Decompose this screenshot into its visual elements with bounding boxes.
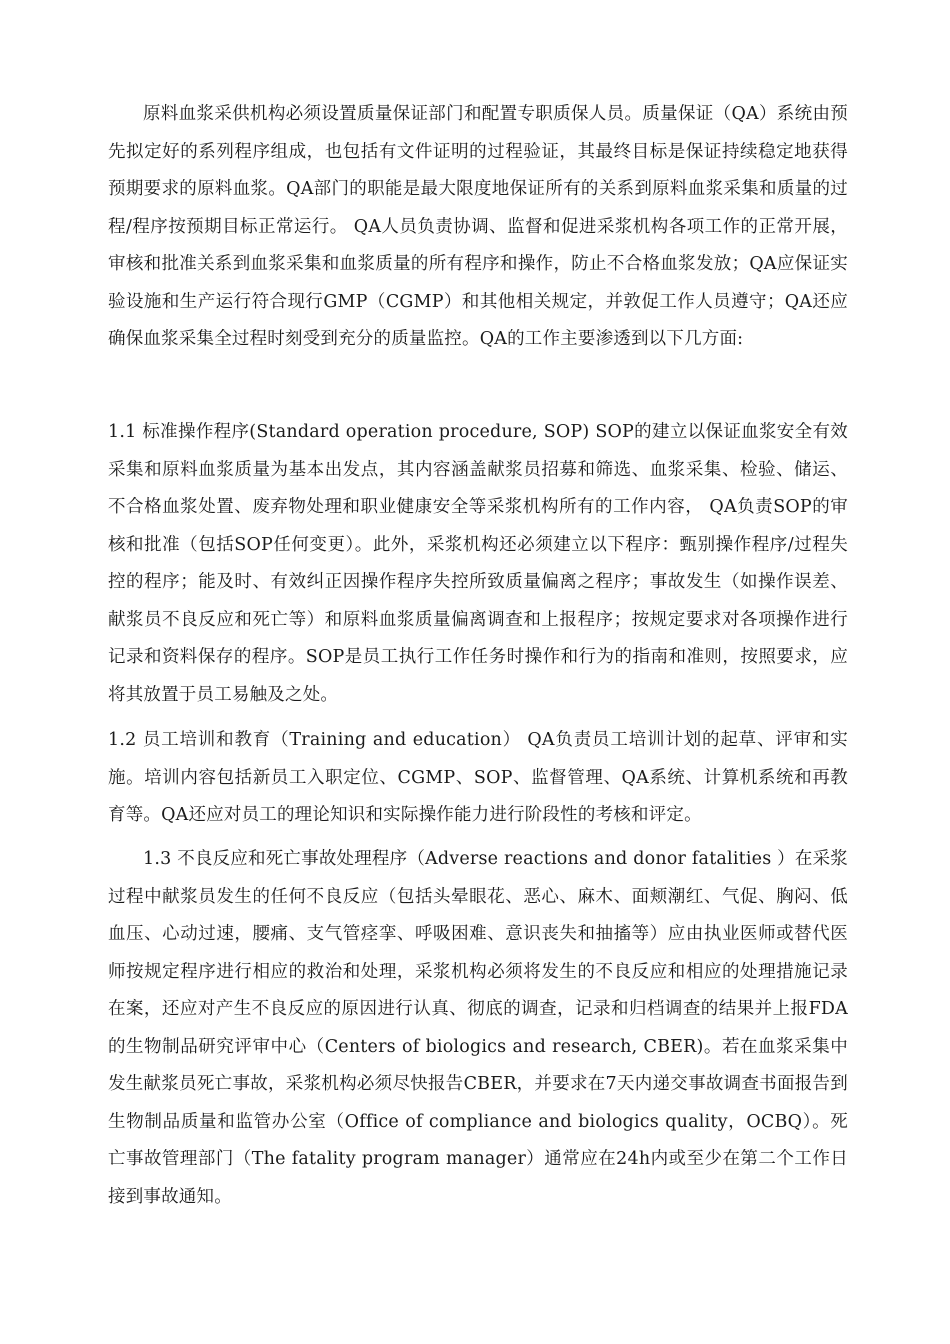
- section-1-2-paragraph: 1.2 员工培训和教育（Training and education） QA负责员工培训计划的起草、评审和实施。培训内容包括新员工入职定位、CGMP、SOP、监督管理、QA系统、计算机系统和再教育等。QA还应对员工的理论知识和实际操作能力进行阶段性的考核和评定。: [108, 730, 848, 825]
- section-1-1-paragraph: 1.1 标准操作程序(Standard operation procedure, SOP) SOP的建立以保证血浆安全有效采集和原料血浆质量为基本出发点，其内容涵盖献浆员招募和筛选、血浆采集、检验、储运、不合格血浆处置、废弃物处理和职业健康安全等采浆机构所有的工作内容， QA负责SOP的审核和批准（包括SOP任何变更）。此外，采浆机构还必须建立以下程序：甄别操作程序/过程失控的程序；能及时、有效纠正因操作程序失控所致质量偏离之程序；事故发生（如操作误差、献浆员不良反应和死亡等）和原料血浆质量偏离调查和上报程序；按规定要求对各项操作进行记录和资料保存的程序。SOP是员工执行工作任务时操作和行为的指南和准则，按照要求，应将其放置于员工易触及之处。: [108, 422, 848, 705]
- section-1-3-paragraph: 1.3 不良反应和死亡事故处理程序（Adverse reactions and donor fatalities ）在采浆过程中献浆员发生的任何不良反应（包括头晕眼花、恶心、麻木、面颊潮红、气促、胸闷、低血压、心动过速，腰痛、支气管痉挛、呼吸困难、意识丧失和抽搐等）应由执业医师或替代医师按规定程序进行相应的救治和处理，采浆机构必须将发生的不良反应和相应的处理措施记录在案，还应对产生不良反应的原因进行认真、彻底的调查，记录和归档调查的结果并上报FDA的生物制品研究评审中心（Centers of biologics and research, CBER)。若在血浆采集中发生献浆员死亡事故，采浆机构必须尽快报告CBER，并要求在7天内递交事故调查书面报告到生物制品质量和监管办公室（Office of compliance and biologics quality，OCBQ）。死亡事故管理部门（The fatality program manager）通常应在24h内或至少在第二个工作日接到事故通知。: [108, 849, 848, 1207]
- intro-paragraph: 原料血浆采供机构必须设置质量保证部门和配置专职质保人员。质量保证（QA）系统由预先拟定好的系列程序组成，也包括有文件证明的过程验证，其最终目标是保证持续稳定地获得预期要求的原料血浆。QA部门的职能是最大限度地保证所有的关系到原料血浆采集和质量的过程/程序按预期目标正常运行。 QA人员负责协调、监督和促进采浆机构各项工作的正常开展，审核和批准关系到血浆采集和血浆质量的所有程序和操作，防止不合格血浆发放；QA应保证实验设施和生产运行符合现行GMP（CGMP）和其他相关规定，并敦促工作人员遵守；QA还应确保血浆采集全过程时刻受到充分的质量监控。QA的工作主要渗透到以下几方面:: [108, 104, 848, 349]
